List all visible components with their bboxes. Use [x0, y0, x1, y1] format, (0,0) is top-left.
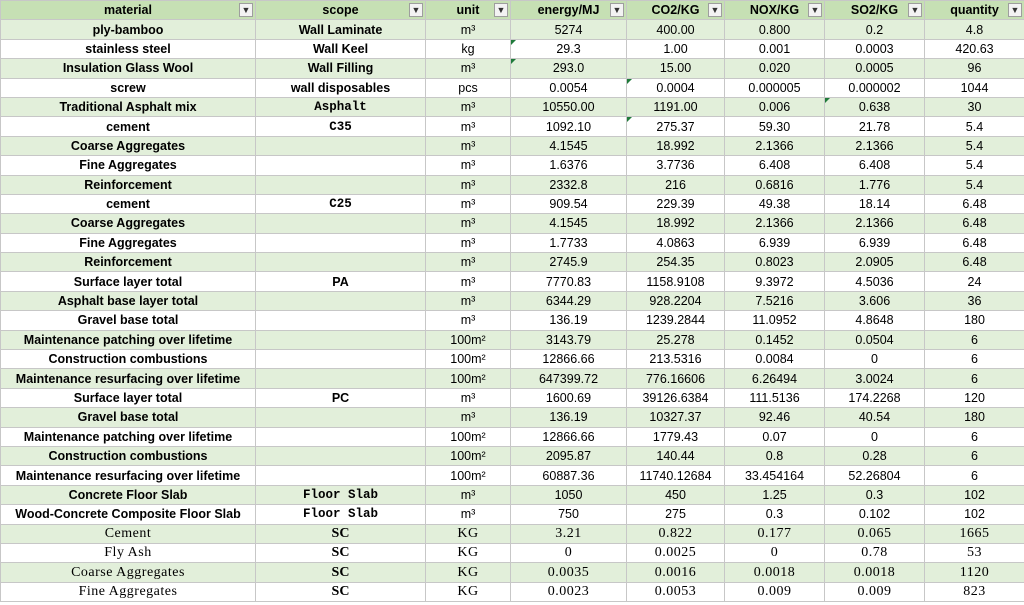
cell-quantity[interactable]: 180	[925, 408, 1024, 427]
header-cell-energy	[511, 1, 627, 20]
cell-co2[interactable]: 1191.00	[627, 97, 725, 116]
cell-quantity[interactable]: 6.48	[925, 253, 1024, 272]
table-row	[1, 330, 1024, 349]
cell-quantity[interactable]: 5.4	[925, 117, 1024, 136]
cell-so2[interactable]: 0.28	[825, 446, 925, 465]
cell-so2[interactable]: 0	[825, 427, 925, 446]
cell-co2[interactable]: 0.0025	[627, 543, 725, 562]
table-row	[1, 311, 1024, 330]
cell-so2[interactable]: 21.78	[825, 117, 925, 136]
cell-so2[interactable]: 0.638	[825, 97, 925, 116]
cell-so2[interactable]: 0.0005	[825, 59, 925, 78]
cell-co2[interactable]: 39126.6384	[627, 388, 725, 407]
header-label: unit	[456, 3, 480, 18]
cell-nox[interactable]: 33.454164	[725, 466, 825, 485]
cell-energy[interactable]: 136.19	[511, 408, 627, 427]
cell-so2[interactable]: 0.000002	[825, 78, 925, 97]
cell-quantity[interactable]: 96	[925, 59, 1024, 78]
cell-so2[interactable]: 4.5036	[825, 272, 925, 291]
cell-material[interactable]: Maintenance patching over lifetime	[1, 330, 256, 349]
cell-quantity[interactable]: 36	[925, 291, 1024, 310]
cell-unit[interactable]: m³	[426, 272, 511, 291]
table-row	[1, 194, 1024, 213]
cell-so2[interactable]: 2.1366	[825, 214, 925, 233]
cell-so2[interactable]: 52.26804	[825, 466, 925, 485]
cell-material[interactable]: Gravel base total	[1, 408, 256, 427]
cell-unit[interactable]: KG	[426, 563, 511, 582]
cell-so2[interactable]: 0.009	[825, 582, 925, 601]
cell-unit[interactable]: m³	[426, 214, 511, 233]
cell-quantity[interactable]: 1665	[925, 524, 1024, 543]
cell-co2[interactable]: 1.00	[627, 39, 725, 58]
cell-nox[interactable]: 92.46	[725, 408, 825, 427]
table-row	[1, 505, 1024, 524]
cell-co2[interactable]: 400.00	[627, 20, 725, 39]
cell-nox[interactable]: 0.3	[725, 505, 825, 524]
cell-co2[interactable]: 0.0016	[627, 563, 725, 582]
cell-quantity[interactable]: 53	[925, 543, 1024, 562]
cell-nox[interactable]: 49.38	[725, 194, 825, 213]
header-cell-so2	[825, 1, 925, 20]
cell-unit[interactable]: m³	[426, 291, 511, 310]
cell-co2[interactable]: 15.00	[627, 59, 725, 78]
cell-co2[interactable]: 1239.2844	[627, 311, 725, 330]
cell-co2[interactable]: 25.278	[627, 330, 725, 349]
cell-nox[interactable]: 2.1366	[725, 136, 825, 155]
header-cell-material	[1, 1, 256, 20]
filter-dropdown-icon[interactable]: ▼	[239, 3, 253, 17]
table-row	[1, 175, 1024, 194]
table-row	[1, 117, 1024, 136]
cell-material[interactable]: Fly Ash	[1, 543, 256, 562]
table-row	[1, 39, 1024, 58]
header-label: scope	[322, 3, 359, 18]
cell-so2[interactable]: 0.0003	[825, 39, 925, 58]
table-body	[1, 20, 1024, 602]
cell-co2[interactable]: 1158.9108	[627, 272, 725, 291]
cell-scope[interactable]	[256, 446, 426, 465]
header-label: CO2/KG	[651, 3, 700, 18]
cell-nox[interactable]: 11.0952	[725, 311, 825, 330]
cell-nox[interactable]: 0.177	[725, 524, 825, 543]
table-row	[1, 524, 1024, 543]
cell-material[interactable]: ply-bamboo	[1, 20, 256, 39]
cell-quantity[interactable]: 823	[925, 582, 1024, 601]
filter-dropdown-icon[interactable]: ▼	[1008, 3, 1022, 17]
cell-scope[interactable]	[256, 350, 426, 369]
cell-co2[interactable]: 229.39	[627, 194, 725, 213]
table-row	[1, 214, 1024, 233]
cell-scope[interactable]	[256, 408, 426, 427]
cell-co2[interactable]: 4.0863	[627, 233, 725, 252]
cell-co2[interactable]: 0.822	[627, 524, 725, 543]
cell-unit[interactable]: pcs	[426, 78, 511, 97]
cell-unit[interactable]: m³	[426, 97, 511, 116]
cell-co2[interactable]: 11740.12684	[627, 466, 725, 485]
cell-nox[interactable]: 0.1452	[725, 330, 825, 349]
table-row	[1, 97, 1024, 116]
cell-material[interactable]: Surface layer total	[1, 272, 256, 291]
cell-material[interactable]: Concrete Floor Slab	[1, 485, 256, 504]
cell-material[interactable]: Maintenance resurfacing over lifetime	[1, 466, 256, 485]
table-row	[1, 136, 1024, 155]
cell-so2[interactable]: 0.0018	[825, 563, 925, 582]
cell-quantity[interactable]: 30	[925, 97, 1024, 116]
cell-material[interactable]: Coarse Aggregates	[1, 563, 256, 582]
cell-unit[interactable]: m³	[426, 253, 511, 272]
cell-unit[interactable]: KG	[426, 524, 511, 543]
cell-quantity[interactable]: 24	[925, 272, 1024, 291]
cell-nox[interactable]: 1.25	[725, 485, 825, 504]
cell-scope[interactable]	[256, 427, 426, 446]
table-row	[1, 272, 1024, 291]
header-cell-quantity	[925, 1, 1024, 20]
cell-scope[interactable]	[256, 291, 426, 310]
cell-energy[interactable]: 4.1545	[511, 136, 627, 155]
cell-energy[interactable]: 0.0035	[511, 563, 627, 582]
cell-nox[interactable]: 0.6816	[725, 175, 825, 194]
cell-co2[interactable]: 213.5316	[627, 350, 725, 369]
cell-energy[interactable]: 3143.79	[511, 330, 627, 349]
cell-so2[interactable]: 174.2268	[825, 388, 925, 407]
cell-unit[interactable]: 100m²	[426, 330, 511, 349]
cell-energy[interactable]: 2332.8	[511, 175, 627, 194]
cell-scope[interactable]: Wall Laminate	[256, 20, 426, 39]
table-row	[1, 350, 1024, 369]
cell-unit[interactable]: m³	[426, 59, 511, 78]
table-row	[1, 59, 1024, 78]
cell-co2[interactable]: 3.7736	[627, 156, 725, 175]
header-row	[1, 1, 1024, 20]
cell-unit[interactable]: 100m²	[426, 446, 511, 465]
header-cell-scope	[256, 1, 426, 20]
cell-scope[interactable]: Floor Slab	[256, 505, 426, 524]
cell-energy[interactable]: 12866.66	[511, 427, 627, 446]
cell-nox[interactable]: 0.800	[725, 20, 825, 39]
cell-unit[interactable]: m³	[426, 505, 511, 524]
cell-scope[interactable]: SC	[256, 524, 426, 543]
cell-energy[interactable]: 1.6376	[511, 156, 627, 175]
cell-quantity[interactable]: 6.48	[925, 233, 1024, 252]
cell-so2[interactable]: 3.606	[825, 291, 925, 310]
cell-nox[interactable]: 59.30	[725, 117, 825, 136]
cell-nox[interactable]: 0.020	[725, 59, 825, 78]
cell-material[interactable]: Traditional Asphalt mix	[1, 97, 256, 116]
cell-material[interactable]: Fine Aggregates	[1, 582, 256, 601]
cell-unit[interactable]: m³	[426, 408, 511, 427]
cell-co2[interactable]: 18.992	[627, 214, 725, 233]
cell-material[interactable]: Maintenance patching over lifetime	[1, 427, 256, 446]
cell-so2[interactable]: 2.0905	[825, 253, 925, 272]
cell-material[interactable]: Maintenance resurfacing over lifetime	[1, 369, 256, 388]
table-row	[1, 291, 1024, 310]
cell-co2[interactable]: 928.2204	[627, 291, 725, 310]
cell-so2[interactable]: 6.939	[825, 233, 925, 252]
cell-co2[interactable]: 254.35	[627, 253, 725, 272]
table-row	[1, 563, 1024, 582]
cell-scope[interactable]: Floor Slab	[256, 485, 426, 504]
filter-dropdown-icon[interactable]: ▼	[409, 3, 423, 17]
cell-scope[interactable]	[256, 156, 426, 175]
cell-scope[interactable]	[256, 466, 426, 485]
cell-co2[interactable]: 0.0053	[627, 582, 725, 601]
cell-quantity[interactable]: 6	[925, 369, 1024, 388]
cell-co2[interactable]: 776.16606	[627, 369, 725, 388]
cell-nox[interactable]: 9.3972	[725, 272, 825, 291]
header-cell-co2	[627, 1, 725, 20]
cell-material[interactable]: stainless steel	[1, 39, 256, 58]
table-row	[1, 253, 1024, 272]
cell-so2[interactable]: 0.102	[825, 505, 925, 524]
filter-dropdown-icon[interactable]: ▼	[610, 3, 624, 17]
cell-unit[interactable]: m³	[426, 175, 511, 194]
cell-material[interactable]: Coarse Aggregates	[1, 214, 256, 233]
cell-energy[interactable]: 1092.10	[511, 117, 627, 136]
cell-co2[interactable]: 275	[627, 505, 725, 524]
cell-energy[interactable]: 3.21	[511, 524, 627, 543]
cell-so2[interactable]: 4.8648	[825, 311, 925, 330]
cell-nox[interactable]: 6.26494	[725, 369, 825, 388]
table-row	[1, 427, 1024, 446]
cell-quantity[interactable]: 120	[925, 388, 1024, 407]
cell-quantity[interactable]: 1044	[925, 78, 1024, 97]
cell-material[interactable]: screw	[1, 78, 256, 97]
table-row	[1, 388, 1024, 407]
cell-nox[interactable]: 0.000005	[725, 78, 825, 97]
cell-material[interactable]: Cement	[1, 524, 256, 543]
cell-nox[interactable]: 111.5136	[725, 388, 825, 407]
cell-unit[interactable]: m³	[426, 311, 511, 330]
cell-energy[interactable]: 0.0054	[511, 78, 627, 97]
cell-scope[interactable]: Asphalt	[256, 97, 426, 116]
cell-scope[interactable]	[256, 253, 426, 272]
cell-unit[interactable]: 100m²	[426, 466, 511, 485]
filter-dropdown-icon[interactable]: ▼	[494, 3, 508, 17]
cell-nox[interactable]: 0.001	[725, 39, 825, 58]
cell-scope[interactable]	[256, 311, 426, 330]
cell-unit[interactable]: KG	[426, 582, 511, 601]
cell-quantity[interactable]: 6	[925, 330, 1024, 349]
cell-quantity[interactable]: 102	[925, 485, 1024, 504]
cell-energy[interactable]: 2745.9	[511, 253, 627, 272]
cell-energy[interactable]: 1050	[511, 485, 627, 504]
cell-quantity[interactable]: 102	[925, 505, 1024, 524]
cell-scope[interactable]: SC	[256, 582, 426, 601]
cell-co2[interactable]: 275.37	[627, 117, 725, 136]
table-row	[1, 369, 1024, 388]
cell-quantity[interactable]: 4.8	[925, 20, 1024, 39]
header-label: NOX/KG	[749, 3, 800, 18]
cell-nox[interactable]: 0.009	[725, 582, 825, 601]
table-row	[1, 408, 1024, 427]
cell-energy[interactable]: 4.1545	[511, 214, 627, 233]
cell-material[interactable]: Reinforcement	[1, 175, 256, 194]
cell-scope[interactable]	[256, 330, 426, 349]
table-row	[1, 156, 1024, 175]
cell-quantity[interactable]: 5.4	[925, 136, 1024, 155]
cell-material[interactable]: Reinforcement	[1, 253, 256, 272]
cell-material[interactable]: Fine Aggregates	[1, 156, 256, 175]
filter-dropdown-icon[interactable]: ▼	[708, 3, 722, 17]
cell-so2[interactable]: 0	[825, 350, 925, 369]
table-row	[1, 485, 1024, 504]
cell-energy[interactable]: 0	[511, 543, 627, 562]
cell-co2[interactable]: 216	[627, 175, 725, 194]
cell-unit[interactable]: m³	[426, 194, 511, 213]
cell-scope[interactable]	[256, 233, 426, 252]
cell-unit[interactable]: m³	[426, 117, 511, 136]
cell-unit[interactable]: m³	[426, 485, 511, 504]
header-label: energy/MJ	[537, 3, 600, 18]
cell-energy[interactable]: 10550.00	[511, 97, 627, 116]
header-cell-nox	[725, 1, 825, 20]
cell-scope[interactable]: C35	[256, 117, 426, 136]
cell-nox[interactable]: 6.939	[725, 233, 825, 252]
cell-energy[interactable]: 909.54	[511, 194, 627, 213]
cell-energy[interactable]: 1600.69	[511, 388, 627, 407]
cell-so2[interactable]: 2.1366	[825, 136, 925, 155]
cell-quantity[interactable]: 6	[925, 466, 1024, 485]
cell-co2[interactable]: 1779.43	[627, 427, 725, 446]
cell-unit[interactable]: 100m²	[426, 427, 511, 446]
cell-energy[interactable]: 136.19	[511, 311, 627, 330]
cell-material[interactable]: Construction combustions	[1, 350, 256, 369]
table-row	[1, 446, 1024, 465]
cell-unit[interactable]: KG	[426, 543, 511, 562]
filter-dropdown-icon[interactable]: ▼	[808, 3, 822, 17]
cell-quantity[interactable]: 6.48	[925, 214, 1024, 233]
cell-nox[interactable]: 0.0018	[725, 563, 825, 582]
cell-scope[interactable]	[256, 214, 426, 233]
cell-unit[interactable]: m³	[426, 20, 511, 39]
header-cell-unit	[426, 1, 511, 20]
cell-nox[interactable]: 7.5216	[725, 291, 825, 310]
header-label: SO2/KG	[850, 3, 899, 18]
cell-so2[interactable]: 1.776	[825, 175, 925, 194]
cell-energy[interactable]: 750	[511, 505, 627, 524]
cell-co2[interactable]: 0.0004	[627, 78, 725, 97]
cell-unit[interactable]: 100m²	[426, 369, 511, 388]
cell-scope[interactable]: PA	[256, 272, 426, 291]
cell-material[interactable]: Coarse Aggregates	[1, 136, 256, 155]
cell-co2[interactable]: 140.44	[627, 446, 725, 465]
table-row	[1, 582, 1024, 601]
cell-scope[interactable]: Wall Filling	[256, 59, 426, 78]
cell-unit[interactable]: m³	[426, 233, 511, 252]
cell-scope[interactable]: wall disposables	[256, 78, 426, 97]
cell-quantity[interactable]: 420.63	[925, 39, 1024, 58]
cell-material[interactable]: Surface layer total	[1, 388, 256, 407]
cell-co2[interactable]: 10327.37	[627, 408, 725, 427]
cell-energy[interactable]: 0.0023	[511, 582, 627, 601]
filter-dropdown-icon[interactable]: ▼	[908, 3, 922, 17]
cell-energy[interactable]: 1.7733	[511, 233, 627, 252]
cell-energy[interactable]: 6344.29	[511, 291, 627, 310]
cell-material[interactable]: Construction combustions	[1, 446, 256, 465]
cell-material[interactable]: Wood-Concrete Composite Floor Slab	[1, 505, 256, 524]
cell-co2[interactable]: 18.992	[627, 136, 725, 155]
cell-so2[interactable]: 18.14	[825, 194, 925, 213]
cell-co2[interactable]: 450	[627, 485, 725, 504]
header-label: quantity	[950, 3, 999, 18]
cell-quantity[interactable]: 1120	[925, 563, 1024, 582]
cell-scope[interactable]: SC	[256, 543, 426, 562]
cell-nox[interactable]: 0	[725, 543, 825, 562]
table-row	[1, 466, 1024, 485]
table-row	[1, 233, 1024, 252]
cell-material[interactable]: cement	[1, 117, 256, 136]
cell-unit[interactable]: m³	[426, 136, 511, 155]
cell-energy[interactable]: 7770.83	[511, 272, 627, 291]
cell-unit[interactable]: m³	[426, 156, 511, 175]
cell-quantity[interactable]: 5.4	[925, 156, 1024, 175]
cell-so2[interactable]: 40.54	[825, 408, 925, 427]
cell-quantity[interactable]: 6.48	[925, 194, 1024, 213]
cell-quantity[interactable]: 6	[925, 350, 1024, 369]
cell-so2[interactable]: 0.78	[825, 543, 925, 562]
cell-scope[interactable]: SC	[256, 563, 426, 582]
cell-material[interactable]: Fine Aggregates	[1, 233, 256, 252]
cell-quantity[interactable]: 6	[925, 446, 1024, 465]
cell-nox[interactable]: 0.0084	[725, 350, 825, 369]
cell-energy[interactable]: 5274	[511, 20, 627, 39]
cell-nox[interactable]: 2.1366	[725, 214, 825, 233]
cell-material[interactable]: Asphalt base layer total	[1, 291, 256, 310]
cell-energy[interactable]: 647399.72	[511, 369, 627, 388]
cell-nox[interactable]: 0.006	[725, 97, 825, 116]
cell-scope[interactable]: Wall Keel	[256, 39, 426, 58]
cell-nox[interactable]: 0.8	[725, 446, 825, 465]
cell-so2[interactable]: 0.2	[825, 20, 925, 39]
cell-so2[interactable]: 6.408	[825, 156, 925, 175]
cell-material[interactable]: Gravel base total	[1, 311, 256, 330]
cell-scope[interactable]	[256, 369, 426, 388]
cell-energy[interactable]: 12866.66	[511, 350, 627, 369]
cell-material[interactable]: Insulation Glass Wool	[1, 59, 256, 78]
table-row	[1, 20, 1024, 39]
cell-scope[interactable]	[256, 175, 426, 194]
table-row	[1, 543, 1024, 562]
cell-unit[interactable]: kg	[426, 39, 511, 58]
cell-so2[interactable]: 0.065	[825, 524, 925, 543]
cell-energy[interactable]: 2095.87	[511, 446, 627, 465]
cell-energy[interactable]: 60887.36	[511, 466, 627, 485]
header-label: material	[104, 3, 152, 18]
cell-unit[interactable]: m³	[426, 388, 511, 407]
cell-so2[interactable]: 3.0024	[825, 369, 925, 388]
cell-so2[interactable]: 0.3	[825, 485, 925, 504]
cell-unit[interactable]: 100m²	[426, 350, 511, 369]
cell-quantity[interactable]: 180	[925, 311, 1024, 330]
cell-nox[interactable]: 6.408	[725, 156, 825, 175]
cell-energy[interactable]: 29.3	[511, 39, 627, 58]
cell-so2[interactable]: 0.0504	[825, 330, 925, 349]
cell-nox[interactable]: 0.07	[725, 427, 825, 446]
cell-nox[interactable]: 0.8023	[725, 253, 825, 272]
cell-energy[interactable]: 293.0	[511, 59, 627, 78]
cell-quantity[interactable]: 6	[925, 427, 1024, 446]
cell-material[interactable]: cement	[1, 194, 256, 213]
cell-scope[interactable]: C25	[256, 194, 426, 213]
cell-scope[interactable]	[256, 136, 426, 155]
cell-scope[interactable]: PC	[256, 388, 426, 407]
table-row	[1, 78, 1024, 97]
cell-quantity[interactable]: 5.4	[925, 175, 1024, 194]
